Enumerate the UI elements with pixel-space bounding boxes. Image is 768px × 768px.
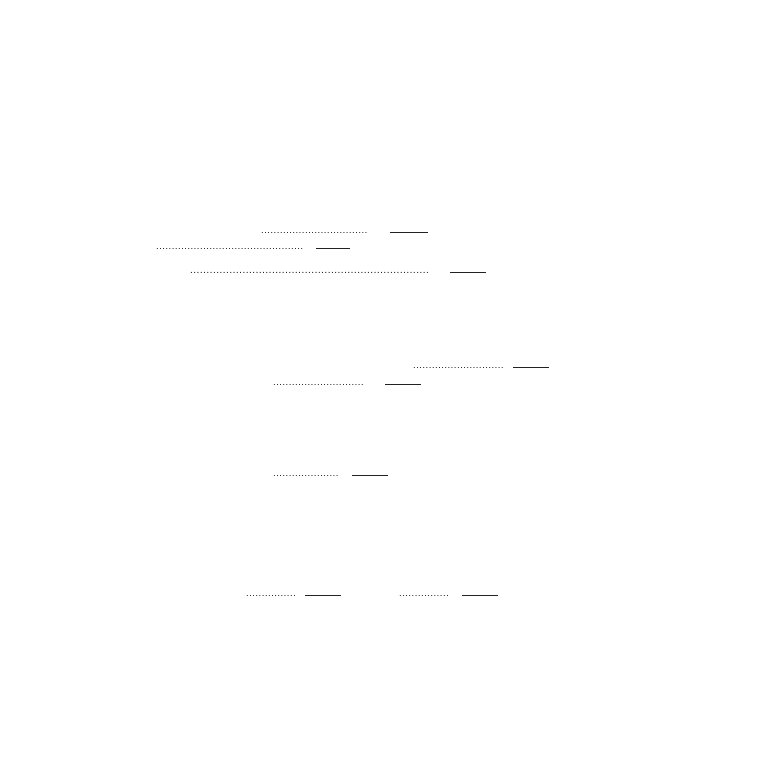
price-blank: [316, 240, 350, 249]
price-blank: [390, 224, 428, 233]
price-blank: [352, 467, 388, 476]
price-blank: [450, 264, 486, 273]
spring-water-row: [273, 467, 388, 480]
leader-dots: ...............................................: [156, 241, 304, 252]
roasted-peppers-row: [273, 376, 421, 389]
leader-dots: .............................: [273, 377, 365, 388]
price-blank: [513, 359, 549, 368]
price-blank: [462, 587, 498, 596]
leader-dots: ................: [246, 588, 297, 599]
leader-dots: ................: [399, 588, 450, 599]
steamed-clams-row: [261, 224, 428, 237]
leader-dots: ..................................: [261, 225, 368, 236]
homemade-sauce-row: [156, 240, 350, 253]
crabs-row: [190, 264, 486, 277]
leader-dots: .....................: [273, 468, 339, 479]
decaf-row: [399, 587, 498, 600]
leader-dots: .............................: [413, 360, 505, 371]
price-blank: [305, 587, 341, 596]
leader-dots: .........................................................................: [190, 265, 430, 276]
price-blank: [385, 376, 421, 385]
corn-availability-row: [397, 359, 549, 372]
regular-row: [246, 587, 341, 600]
